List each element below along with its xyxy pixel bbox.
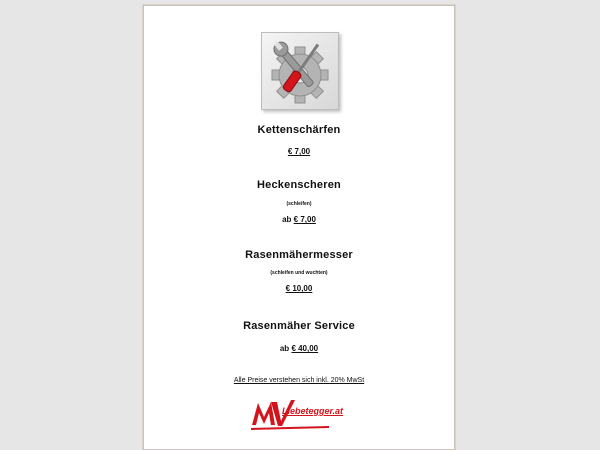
item-price-kettenschaerfen	[144, 147, 454, 156]
item-price-rasenmaeher-service	[144, 344, 454, 353]
item-title-kettenschaerfen: Kettenschärfen	[257, 124, 341, 136]
vat-footnote: Alle Preise verstehen sich inkl. 20% MwSt	[233, 377, 365, 384]
item-title-rasenmaeher-service: Rasenmäher Service	[243, 320, 355, 332]
service-tools-icon	[261, 32, 339, 110]
price-prefix: ab	[279, 344, 290, 353]
item-title-rasenmaehermesser: Rasenmähermesser	[245, 249, 353, 261]
brand-site-text: Liebetegger.at	[282, 406, 344, 416]
price-amount: € 40,00	[291, 344, 319, 353]
item-price-rasenmaehermesser	[144, 284, 454, 293]
item-note-rasenmaehermesser: (schleifen und wuchten)	[270, 270, 328, 276]
price-prefix: ab	[282, 215, 292, 224]
price-amount: € 7,00	[293, 215, 316, 224]
price-amount: € 10,00	[285, 284, 313, 293]
item-note-heckenscheren: (schleifen)	[286, 201, 312, 207]
item-title-heckenscheren: Heckenscheren	[257, 179, 341, 191]
price-amount: € 7,00	[287, 147, 311, 156]
item-price-heckenscheren	[144, 215, 454, 224]
price-list-page	[143, 5, 455, 450]
brand-logo[interactable]	[249, 397, 349, 431]
